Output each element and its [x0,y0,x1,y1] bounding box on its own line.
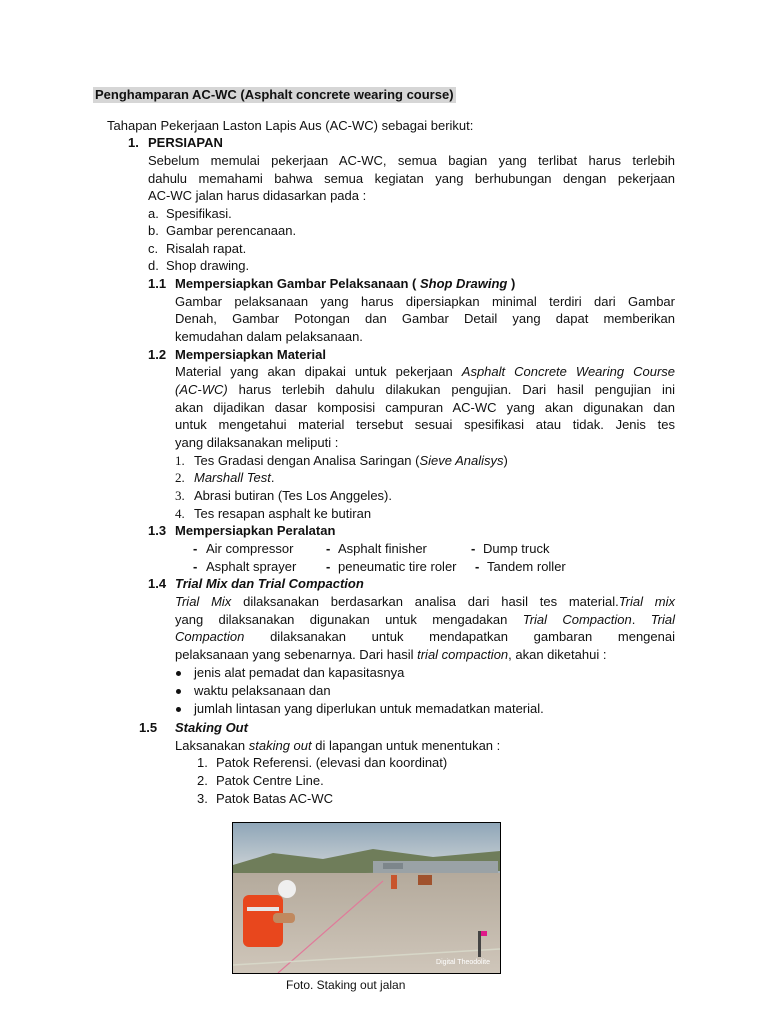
section-1-2-heading: Mempersiapkan Material [175,347,327,362]
section-1-1-line: kemudahan dalam pelaksanaan. [175,329,363,344]
section-1-3-heading: Mempersiapkan Peralatan [175,523,336,538]
section-1-para-line: Sebelum memulai pekerjaan AC-WC, semua bagian yang terlibat harus terlebih [148,153,675,168]
photo-caption: Foto. Staking out jalan [286,978,406,992]
section-1-2-line: Material yang akan dipakai untuk pekerjaan Asphalt Concrete Wearing Course [175,364,675,379]
list-marker: 1. [197,755,208,770]
section-1-5-heading: Staking Out [175,720,248,735]
section-1-4-line: yang dilaksanakan digunakan untuk mengadakan Trial Compaction. Trial [175,612,675,627]
photo-watermark: Digital Theodolite [436,959,490,966]
equipment-item: Asphalt sprayer [206,559,297,574]
list-marker: c. [148,241,159,256]
test-item: Tes Gradasi dengan Analisa Saringan (Sieve Analisys) [194,453,508,468]
section-1-heading: PERSIAPAN [148,135,223,150]
section-1-3-number: 1.3 [148,523,167,538]
section-1-1-line: Gambar pelaksanaan yang harus dipersiapkan minimal terdiri dari Gambar [175,294,675,309]
test-item: Tes resapan asphalt ke butiran [194,506,372,521]
section-1-2-number: 1.2 [148,347,167,362]
section-1-2-line: untuk mengetahui material tersebut sesuai spesifikasi atau tidak. Jenis tes [175,417,675,432]
equipment-dash: - [193,559,198,574]
list-item: Spesifikasi. [166,206,232,221]
document-title: Penghamparan AC-WC (Asphalt concrete wearing course) [95,87,454,102]
list-item: Patok Referensi. (elevasi dan koordinat) [216,755,448,770]
staking-out-photo [232,822,501,974]
section-1-para-line: dahulu memahami bahwa semua kegiatan yang berhubungan dengan pekerjaan [148,171,675,186]
section-1-2-line: (AC-WC) harus terlebih dahulu dilakukan pengujian. Dari hasil pengujian ini [175,382,675,397]
section-1-4-number: 1.4 [148,576,167,591]
equipment-dash: - [193,541,198,556]
equipment-dash: - [326,541,331,556]
equipment-item: peneumatic tire roler [338,559,457,574]
equipment-dash: - [471,541,476,556]
section-1-5-line: Laksanakan staking out di lapangan untuk menentukan : [175,738,501,753]
section-1-1-line: Denah, Gambar Potongan dan Gambar Detail yang dapat memberikan [175,311,675,326]
section-1-4-line: Compaction dilaksanakan untuk mendapatkan gambaran mengenai [175,629,675,644]
test-marker: 4. [175,506,185,521]
section-1-4-line: Trial Mix dilaksanakan berdasarkan analisa dari hasil tes material.Trial mix [175,594,676,609]
bullet-item: jumlah lintasan yang diperlukan untuk memadatkan material. [194,701,544,716]
equipment-dash: - [326,559,331,574]
equipment-item: Tandem roller [487,559,566,574]
test-marker: 3. [175,488,185,503]
bullet-item: jenis alat pemadat dan kapasitasnya [194,665,405,680]
section-1-1-number: 1.1 [148,276,167,291]
list-marker: 3. [197,791,208,806]
intro-text: Tahapan Pekerjaan Laston Lapis Aus (AC-WC) sebagai berikut: [107,118,474,133]
section-1-5-number: 1.5 [139,720,158,735]
test-item: Marshall Test. [194,470,275,485]
list-item: Patok Batas AC-WC [216,791,334,806]
equipment-dash: - [475,559,480,574]
test-item: Abrasi butiran (Tes Los Anggeles). [194,488,392,503]
list-marker: d. [148,258,159,273]
bullet-icon [176,689,181,694]
list-marker: a. [148,206,159,221]
bullet-item: waktu pelaksanaan dan [194,683,331,698]
equipment-item: Asphalt finisher [338,541,427,556]
test-marker: 2. [175,470,185,485]
section-1-4-heading: Trial Mix dan Trial Compaction [175,576,364,591]
section-1-1-heading: Mempersiapkan Gambar Pelaksanaan ( Shop Drawing ) [175,276,516,291]
section-1-4-line: pelaksanaan yang sebenarnya. Dari hasil trial compaction, akan diketahui : [175,647,607,662]
list-item: Gambar perencanaan. [166,223,297,238]
equipment-item: Dump truck [483,541,550,556]
list-marker: b. [148,223,159,238]
list-item: Risalah rapat. [166,241,247,256]
list-marker: 2. [197,773,208,788]
photo-illustration [233,823,500,973]
section-1-2-line: akan dijadikan dasar komposisi campuran AC-WC yang akan digunakan dan [175,400,675,415]
bullet-icon [176,707,181,712]
list-item: Patok Centre Line. [216,773,324,788]
section-1-2-line: yang dilaksanakan meliputi : [175,435,339,450]
equipment-item: Air compressor [206,541,294,556]
section-1-number: 1. [128,135,139,150]
section-1-para-line: AC-WC jalan harus didasarkan pada : [148,188,367,203]
test-marker: 1. [175,453,185,468]
bullet-icon [176,671,181,676]
list-item: Shop drawing. [166,258,250,273]
